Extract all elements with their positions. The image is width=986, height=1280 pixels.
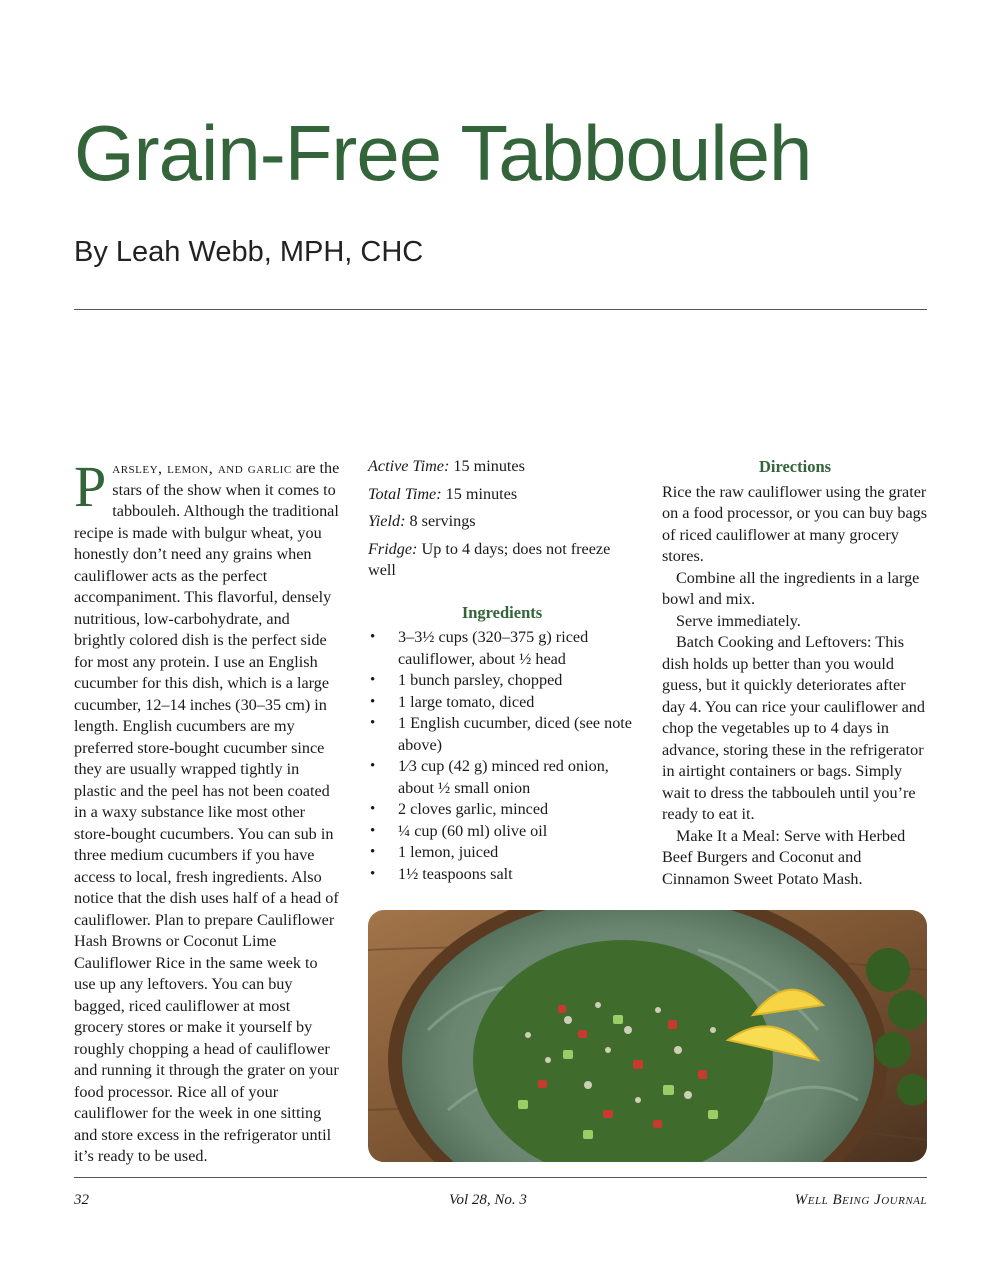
recipe-info-column (368, 456, 636, 885)
tabbouleh-photo (368, 910, 927, 1162)
drop-cap: P (74, 454, 107, 519)
intro-column (74, 454, 340, 1168)
fridge-value: Up to 4 days; does not freeze well (368, 539, 611, 579)
intro-paragraph (74, 454, 340, 1168)
intro-body: are the stars of the show when it comes to tabbouleh. Although the traditional recipe is made with bulgur wheat, you honestly don’t need any grains when cauliflower acts as the perfect accompaniment. This flavorful, densely nutritious, low-carbohydrate, and brightly colored dish is the perfect side for most any protein. I use an English cucumber for this dish, which is a large cucumber, 12–14 inches (30–35 cm) in length. English cucumbers are my preferred store-bought cucumber since they are usually wrapped tightly in plastic and the peel has not been coated in a waxy substance like most other store-bought cucumbers. You can sub in three medium cucumbers if you have access to local, fresh ingredients. Also notice that the dish uses half of a head of cauliflower. Plan to prepare Cauliflower Hash Browns or Coconut Lime Cauliflower Rice in the same week to use up any leftovers. You can buy bagged, riced cauliflower at most grocery stores or make it yourself by roughly chopping a head of cauliflower and running it through the grater on your food processor. Rice all of your cauliflower for the week in one sitting and store excess in the refrigerator until it’s ready to be used. (74, 459, 340, 1165)
directions-column (662, 456, 928, 890)
total-time-label: Total Time: (368, 484, 442, 503)
total-time (368, 484, 636, 506)
page-number: 32 (74, 1192, 89, 1208)
yield-value: 8 servings (409, 512, 476, 530)
direction-paragraph: Rice the raw cauliflower using the grater on a food processor, or you can buy bags of riced cauliflower at many grocery stores. (662, 482, 928, 565)
ingredients-heading: Ingredients (461, 602, 543, 622)
top-divider (74, 309, 927, 310)
total-time-value: 15 minutes (445, 484, 518, 503)
ingredient-item: • 1 large tomato, diced (368, 692, 636, 714)
ingredient-item: • 2 cloves garlic, minced (368, 799, 636, 821)
active-time-value: 15 minutes (453, 457, 525, 475)
active-time (368, 456, 636, 478)
ingredient-item: • 1½ teaspoons salt (368, 864, 636, 886)
article-byline: By Leah Webb, MPH, CHC (74, 236, 424, 268)
active-time-label: Active Time: (368, 457, 450, 475)
ingredients-list (368, 627, 636, 885)
direction-paragraph: Serve immediately. (676, 611, 801, 630)
fridge (368, 539, 636, 582)
ingredient-item: • 1⁄3 cup (42 g) minced red onion, about ½ small onion (368, 756, 636, 799)
direction-paragraph: Combine all the ingredients in a large bowl and mix. (662, 568, 920, 608)
ingredient-item: • 1 lemon, juiced (368, 842, 636, 864)
ingredient-item: • 1 English cucumber, diced (see note above) (368, 713, 636, 756)
ingredient-item: • 1 bunch parsley, chopped (368, 670, 636, 692)
intro-lead: arsley, lemon, and garlic (112, 459, 292, 477)
ingredient-item: • 3–3½ cups (320–375 g) riced cauliflower, about ½ head (368, 627, 636, 670)
article-title: Grain-Free Tabbouleh (74, 109, 812, 197)
yield-label: Yield: (368, 512, 406, 530)
direction-paragraph: Make It a Meal: Serve with Herbed Beef Burgers and Coconut and Cinnamon Sweet Potato Mash. (662, 826, 906, 888)
ingredient-item: • ¼ cup (60 ml) olive oil (368, 821, 636, 843)
yield (368, 511, 636, 533)
fridge-label: Fridge: (368, 539, 418, 558)
direction-paragraph: Batch Cooking and Leftovers: This dish holds up better than you would guess, but it quickly deteriorates after day 4. You can rice your cauliflower and chop the vegetables up to 4 days in advance, storing these in the refrigerator in airtight containers or bags. Simply wait to dress the tabbouleh until you’re ready to eat it. (662, 633, 925, 823)
bottom-divider (74, 1177, 927, 1178)
journal-name: Well Being Journal (794, 1192, 927, 1208)
issue-info: Vol 28, No. 3 (449, 1192, 527, 1208)
directions-heading: Directions (758, 457, 832, 476)
